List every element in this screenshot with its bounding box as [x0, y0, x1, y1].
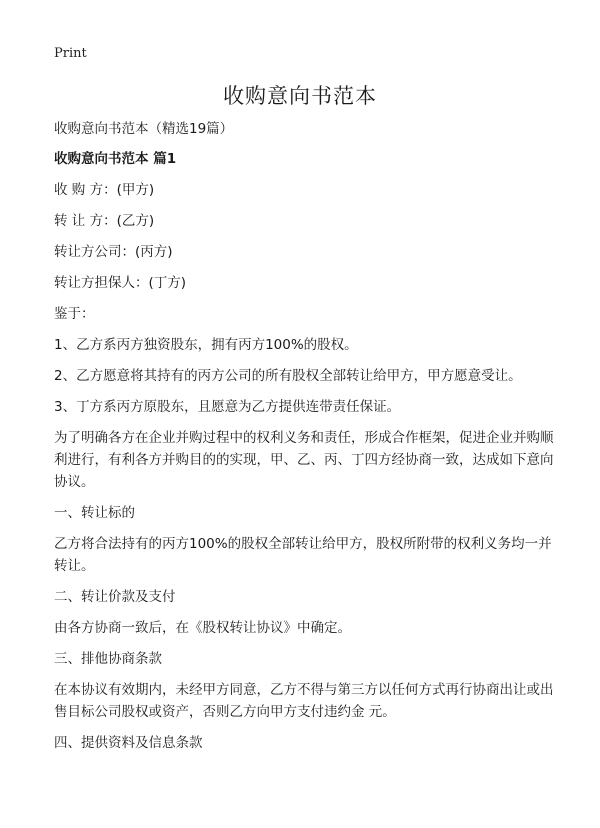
clause-2-heading: 二、转让价款及支付	[54, 589, 176, 605]
clause-1-body: 乙方将合法持有的丙方100%的股权全部转让给甲方，股权所附带的权利义务均一并转让。	[54, 536, 552, 574]
document-body	[54, 118, 554, 754]
clause-4-heading: 四、提供资料及信息条款	[54, 735, 203, 751]
purpose-paragraph: 为了明确各方在企业并购过程中的权利义务和责任，形成合作框架，促进企业并购顺利进行，有利各方并购目的的实现，甲、乙、丙、丁四方经协商一致，达成如下意向协议。	[54, 430, 554, 490]
print-link[interactable]: Print	[54, 46, 87, 61]
clause-1-heading: 一、转让标的	[54, 505, 135, 521]
party-seller: 转 让 方：(乙方)	[54, 213, 155, 229]
recital-1: 1、乙方系丙方独资股东，拥有丙方100%的股权。	[54, 337, 358, 353]
clause-3-heading: 三、排他协商条款	[54, 651, 162, 667]
recital-3: 3、丁方系丙方原股东，且愿意为乙方提供连带责任保证。	[54, 399, 401, 415]
document-subtitle: 收购意向书范本（精选19篇）	[54, 121, 234, 137]
clause-2-body: 由各方协商一致后，在《股权转让协议》中确定。	[54, 620, 351, 636]
party-guarantor: 转让方担保人：(丁方)	[54, 275, 187, 291]
whereas-label: 鉴于：	[54, 306, 95, 322]
party-company: 转让方公司：(丙方)	[54, 244, 173, 260]
party-buyer: 收 购 方：(甲方)	[54, 182, 155, 198]
document-title: 收购意向书范本	[223, 84, 377, 108]
clause-3-body: 在本协议有效期内，未经甲方同意，乙方不得与第三方以任何方式再行协商出让或出售目标公司股权或资产，否则乙方向甲方支付违约金 元。	[54, 682, 554, 720]
section-heading: 收购意向书范本 篇1	[54, 151, 177, 167]
recital-2: 2、乙方愿意将其持有的丙方公司的所有股权全部转让给甲方，甲方愿意受让。	[54, 368, 522, 384]
